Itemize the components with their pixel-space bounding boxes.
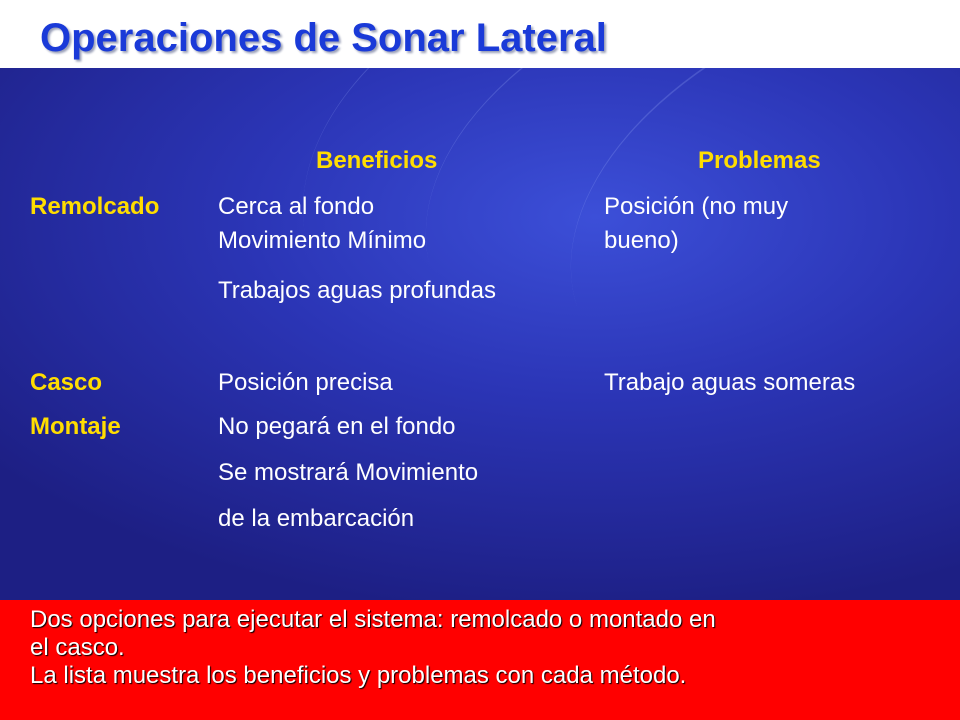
header-benefits: Beneficios [316, 147, 438, 174]
row-label-casco: Casco [30, 369, 103, 396]
notes-box [0, 600, 960, 720]
row-label-montaje: Montaje [30, 413, 121, 440]
benefit-item: de la embarcación [218, 505, 415, 532]
benefit-item: Trabajos aguas profundas [218, 277, 496, 304]
benefit-item: Se mostrará Movimiento [218, 459, 479, 486]
problem-item: Posición (no muy [604, 193, 789, 220]
header-problems: Problemas [698, 147, 821, 174]
note-line: Dos opciones para ejecutar el sistema: remolcado o montado en [30, 606, 716, 633]
benefit-item: No pegará en el fondo [218, 413, 456, 440]
benefit-item: Movimiento Mínimo [218, 227, 427, 254]
problem-item: bueno) [604, 227, 679, 254]
slide-body [0, 68, 960, 600]
slide-title: Operaciones de Sonar Lateral [40, 16, 607, 60]
row-label-remolcado: Remolcado [30, 193, 160, 220]
note-line: La lista muestra los beneficios y problemas con cada método. [30, 662, 687, 689]
title-bar [0, 0, 960, 68]
note-line: el casco. [30, 634, 125, 661]
benefit-item: Cerca al fondo [218, 193, 375, 220]
benefit-item: Posición precisa [218, 369, 393, 396]
problem-item: Trabajo aguas someras [604, 369, 856, 396]
